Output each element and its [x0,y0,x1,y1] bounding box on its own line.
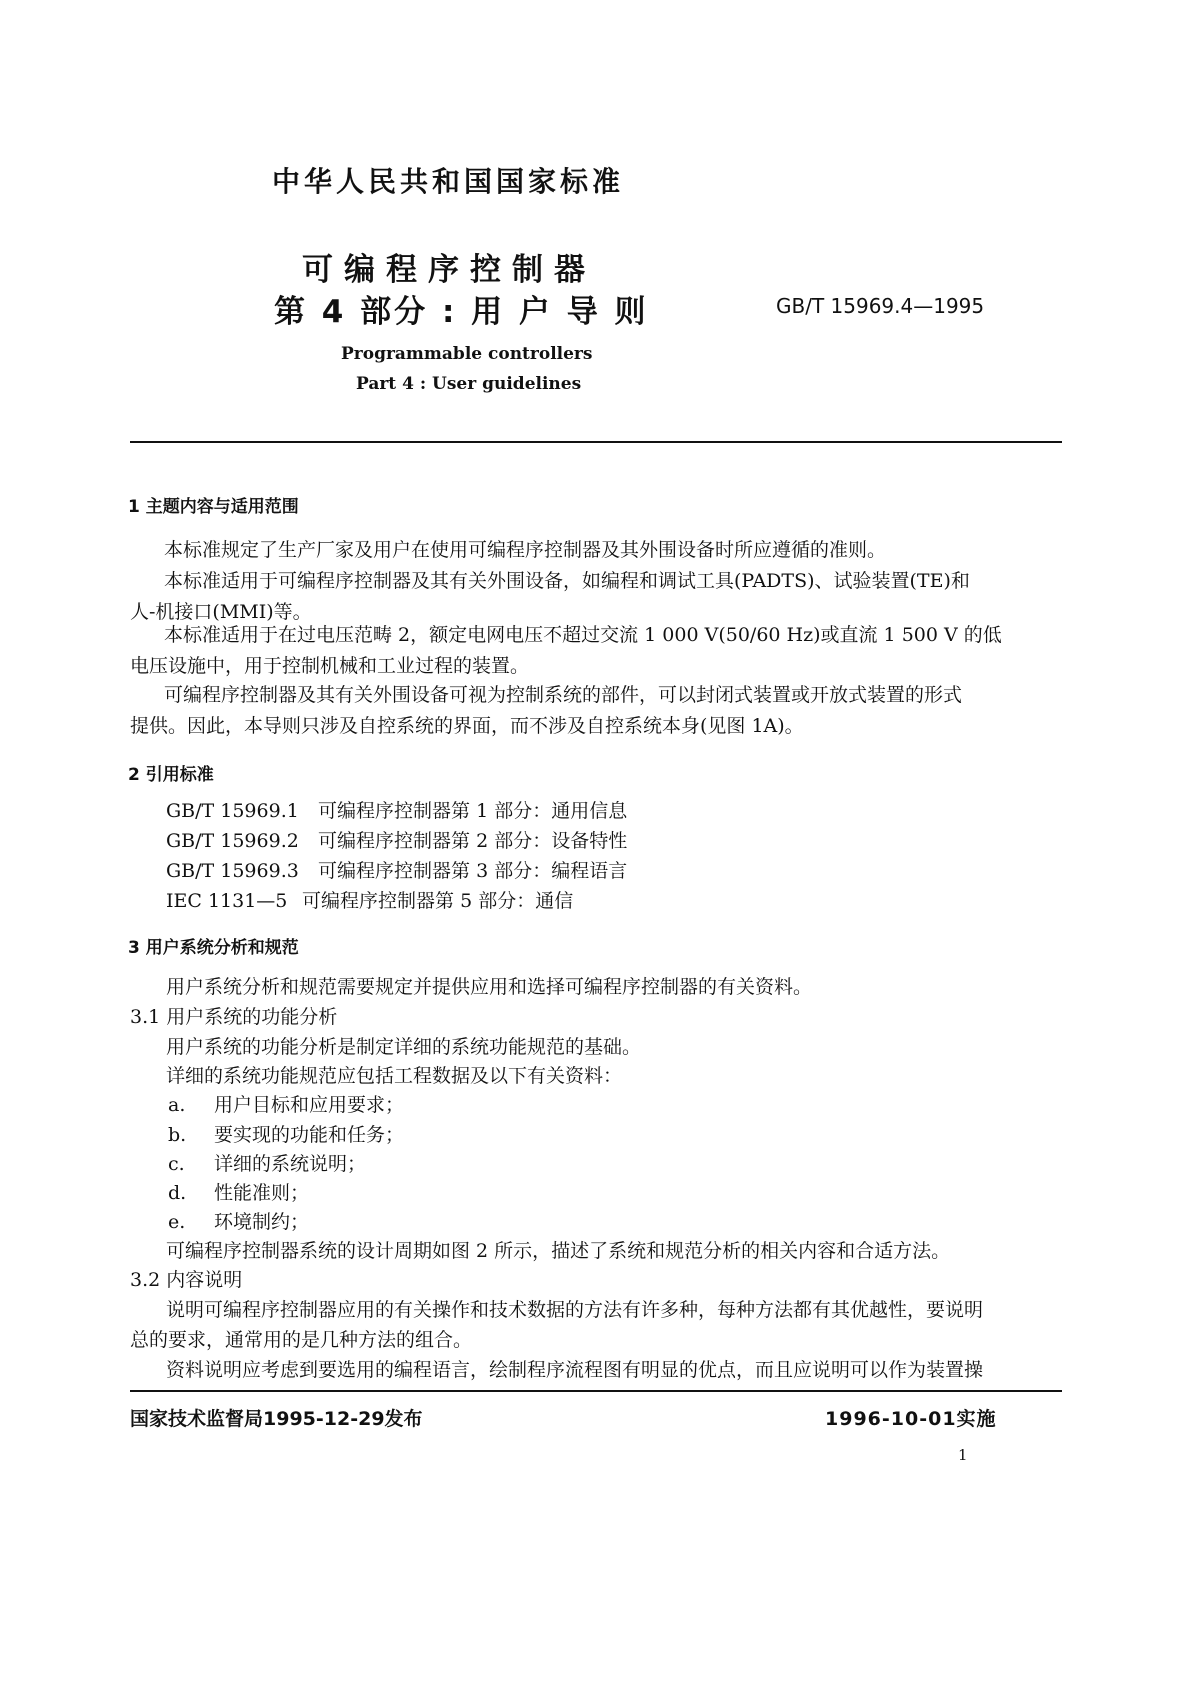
section-3-2-paragraph-2: 资料说明应考虑到要选用的编程语言，绘制程序流程图有明显的优点，而且应说明可以作为装置操 [166,1359,984,1381]
list-item [168,1149,366,1180]
reference-code: GB/T 15969.2 [166,830,299,852]
section-3-2-paragraph-1-line-1: 说明可编程序控制器应用的有关操作和技术数据的方法有许多种，每种方法都有其优越性，要说明 [166,1299,984,1321]
page-number: 1 [958,1446,968,1464]
section-3-heading: 3 用户系统分析和规范 [128,938,299,958]
section-3-2-heading: 3.2 内容说明 [130,1269,243,1291]
english-subtitle: Part 4 : User guidelines [356,374,582,394]
reference-item [166,826,627,857]
section-1-paragraph-3-line-2: 电压设施中，用于控制机械和工业过程的装置。 [130,655,530,677]
section-3-1-paragraph-3: 可编程序控制器系统的设计周期如图 2 所示，描述了系统和规范分析的相关内容和合适方法。 [166,1240,951,1262]
footer-divider [130,1390,1062,1392]
reference-item [166,886,573,917]
document-subtitle: 第 4 部分 : 用 户 导 则 [274,294,649,330]
list-marker: c. [168,1153,185,1175]
section-1-heading: 1 主题内容与适用范围 [128,497,299,517]
section-3-1-paragraph-1: 用户系统的功能分析是制定详细的系统功能规范的基础。 [166,1036,642,1058]
national-standard-title: 中华人民共和国国家标准 [272,165,625,198]
list-item [168,1090,404,1121]
list-item [168,1207,309,1238]
reference-code: IEC 1131—5 [166,890,288,912]
reference-item [166,796,627,827]
list-text: 环境制约； [214,1211,310,1233]
section-1-paragraph-2-line-2: 人-机接口(MMI)等。 [130,601,312,623]
list-item [168,1178,309,1209]
list-item [168,1120,404,1151]
list-marker: a. [168,1094,186,1116]
section-3-2-paragraph-1-line-2: 总的要求，通常用的是几种方法的组合。 [130,1329,473,1351]
list-marker: d. [168,1182,187,1204]
list-marker: b. [168,1124,187,1146]
list-text: 要实现的功能和任务； [214,1124,405,1146]
section-1-paragraph-2-line-1: 本标准适用于可编程序控制器及其有关外围设备，如编程和调试工具(PADTS)、试验装置(TE)和 [164,570,970,592]
document-title: 可编程序控制器 [302,252,596,288]
header-divider [130,441,1062,443]
list-text: 性能准则； [214,1182,310,1204]
effective-date: 1996-10-01实施 [825,1408,997,1430]
reference-code: GB/T 15969.3 [166,860,299,882]
reference-code: GB/T 15969.1 [166,800,299,822]
section-3-1-heading: 3.1 用户系统的功能分析 [130,1006,338,1028]
list-text: 用户目标和应用要求； [214,1094,405,1116]
english-title: Programmable controllers [341,344,593,364]
reference-title: 可编程序控制器第 2 部分：设备特性 [318,830,628,852]
list-marker: e. [168,1211,186,1233]
reference-item [166,856,627,887]
list-text: 详细的系统说明； [214,1153,367,1175]
standard-number: GB/T 15969.4—1995 [776,294,985,318]
section-3-1-paragraph-2: 详细的系统功能规范应包括工程数据及以下有关资料： [166,1065,623,1087]
section-3-paragraph-1: 用户系统分析和规范需要规定并提供应用和选择可编程序控制器的有关资料。 [166,976,813,998]
issue-date: 国家技术监督局1995-12-29发布 [130,1408,423,1430]
reference-title: 可编程序控制器第 1 部分：通用信息 [318,800,628,822]
section-1-paragraph-4-line-1: 可编程序控制器及其有关外围设备可视为控制系统的部件，可以封闭式装置或开放式装置的形式 [164,684,963,706]
section-1-paragraph-1: 本标准规定了生产厂家及用户在使用可编程序控制器及其外围设备时所应遵循的准则。 [164,539,887,561]
section-1-paragraph-3-line-1: 本标准适用于在过电压范畴 2，额定电网电压不超过交流 1 000 V(50/60 Hz)或直流 1 500 V 的低 [164,624,1002,646]
section-1-paragraph-4-line-2: 提供。因此，本导则只涉及自控系统的界面，而不涉及自控系统本身(见图 1A)。 [130,715,804,737]
section-2-heading: 2 引用标准 [128,765,214,785]
reference-title: 可编程序控制器第 3 部分：编程语言 [318,860,628,882]
reference-title: 可编程序控制器第 5 部分：通信 [302,890,574,912]
